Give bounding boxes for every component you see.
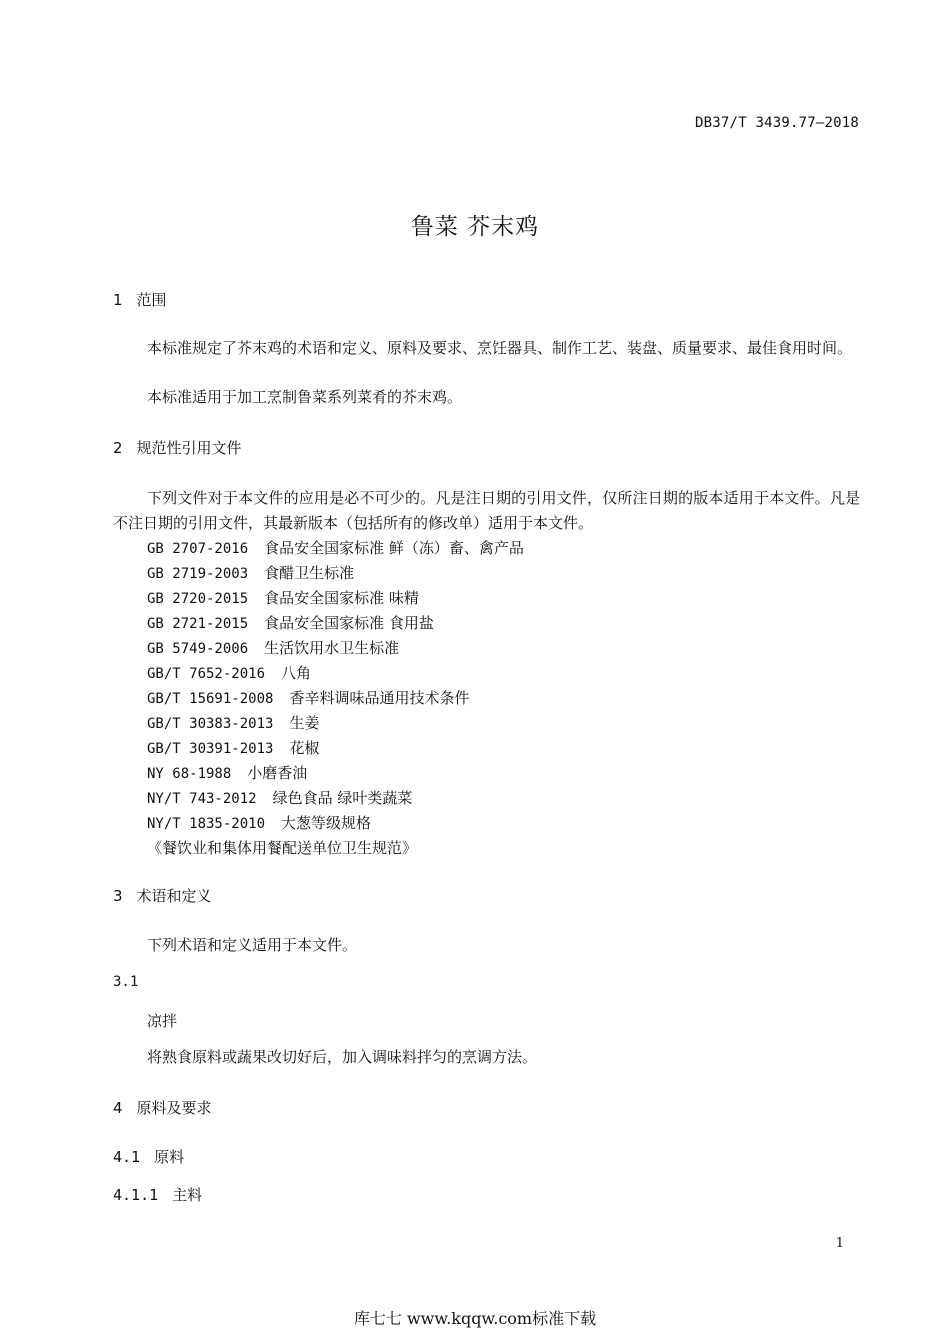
scope-paragraph-2: 本标准适用于加工烹制鲁菜系列菜肴的芥末鸡。 [147, 388, 463, 406]
reference-list [147, 536, 524, 861]
ref-title: 食品安全国家标准 味精 [264, 589, 419, 607]
list-item [147, 636, 524, 661]
page-number: 1 [835, 1236, 844, 1251]
list-item [147, 836, 524, 861]
terms-intro: 下列术语和定义适用于本文件。 [147, 936, 358, 954]
subsection-number: 4.1 [113, 1148, 141, 1166]
ref-title: 八角 [281, 664, 312, 682]
ref-code: NY 68-1988 [147, 766, 232, 782]
subsection-number: 4.1.1 [113, 1186, 159, 1204]
subsection-4-1-heading [113, 1146, 184, 1167]
ref-title: 香辛料调味品通用技术条件 [289, 689, 470, 707]
list-item [147, 586, 524, 611]
list-item [147, 811, 524, 836]
ref-title: 生姜 [289, 714, 320, 732]
ref-title: 花椒 [289, 739, 320, 757]
section-3-heading [113, 885, 212, 906]
subsection-4-1-1-heading [113, 1184, 202, 1205]
list-item [147, 736, 524, 761]
section-title: 术语和定义 [136, 887, 212, 905]
ref-title: 《餐饮业和集体用餐配送单位卫生规范》 [147, 839, 418, 857]
ref-code: NY/T 743-2012 [147, 791, 257, 807]
list-item [147, 761, 524, 786]
footer-watermark: 库七七 www.kqqw.com标准下载 [353, 1309, 597, 1328]
section-4-heading [113, 1097, 212, 1118]
section-number: 3 [113, 887, 123, 905]
list-item [147, 536, 524, 561]
ref-code: GB 2719-2003 [147, 566, 249, 582]
list-item [147, 561, 524, 586]
ref-title: 大葱等级规格 [281, 814, 372, 832]
section-title: 范围 [136, 291, 167, 309]
standard-code: DB37/T 3439.77—2018 [695, 115, 859, 131]
ref-title: 小磨香油 [247, 764, 308, 782]
ref-title: 食品安全国家标准 鲜（冻）畜、禽产品 [264, 539, 524, 557]
term-number: 3.1 [113, 974, 139, 990]
section-number: 1 [113, 291, 123, 309]
ref-code: GB/T 15691-2008 [147, 691, 274, 707]
ref-code: GB 2721-2015 [147, 616, 249, 632]
ref-code: GB 2720-2015 [147, 591, 249, 607]
list-item [147, 711, 524, 736]
ref-title: 食品安全国家标准 食用盐 [264, 614, 434, 632]
ref-code: GB/T 30391-2013 [147, 741, 274, 757]
section-2-heading [113, 437, 242, 458]
list-item [147, 611, 524, 636]
ref-title: 绿色食品 绿叶类蔬菜 [272, 789, 413, 807]
ref-code: GB/T 30383-2013 [147, 716, 274, 732]
ref-code: GB/T 7652-2016 [147, 666, 266, 682]
subsection-title: 原料 [154, 1148, 185, 1166]
ref-code: GB 2707-2016 [147, 541, 249, 557]
list-item [147, 686, 524, 711]
term-definition: 将熟食原料或蔬果改切好后，加入调味料拌匀的烹调方法。 [147, 1048, 538, 1066]
ref-title: 生活饮用水卫生标准 [264, 639, 400, 657]
section-1-heading [113, 289, 167, 310]
term-name: 凉拌 [147, 1012, 178, 1030]
section-number: 4 [113, 1099, 123, 1117]
normative-refs-paragraph: 下列文件对于本文件的应用是必不可少的。凡是注日期的引用文件，仅所注日期的版本适用于本文件。凡是不注日期的引用文件，其最新版本（包括所有的修改单）适用于本文件。 [113, 489, 860, 532]
ref-code: NY/T 1835-2010 [147, 816, 266, 832]
ref-title: 食醋卫生标准 [264, 564, 355, 582]
section-title: 原料及要求 [136, 1099, 212, 1117]
section-number: 2 [113, 439, 123, 457]
scope-paragraph-1: 本标准规定了芥末鸡的术语和定义、原料及要求、烹饪器具、制作工艺、装盘、质量要求、最佳食用时间。 [147, 339, 853, 357]
ref-code: GB 5749-2006 [147, 641, 249, 657]
list-item [147, 786, 524, 811]
section-title: 规范性引用文件 [136, 439, 242, 457]
subsection-title: 主料 [172, 1186, 203, 1204]
document-title: 鲁菜 芥末鸡 [410, 214, 540, 240]
list-item [147, 661, 524, 686]
